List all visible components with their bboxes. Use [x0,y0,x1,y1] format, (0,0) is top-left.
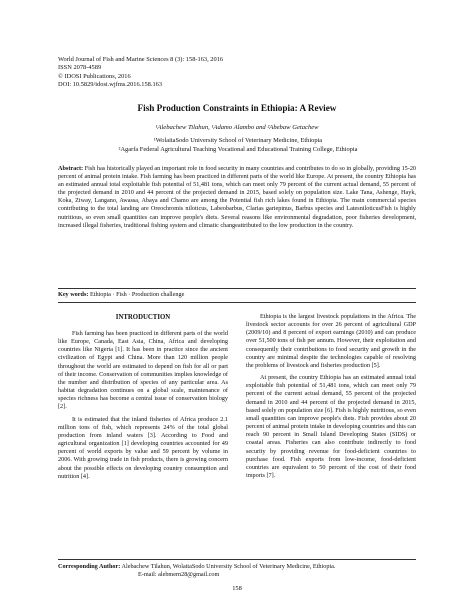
abstract [58,165,416,230]
right-paragraph-2: At present, the country Ethiopia has an estimated annual total exploitable fish potential of 51,481 tons, which can meet only 79 percent of the current actual demand, 55 percent of the projected demand in 2010 and 44 percent of the projected demand in 2015, based solely on population size [6]. Fish is highly nutritious, so even small quantities can improve people's diets. Fish provides about 20 percent of animal protein intake in developing countries and this can reach 90 percent in Small Island Developing States (SIDS) or coastal areas. Fisheries can also contribute indirectly to food security by providing revenue for food-deficient countries to purchase food. Fish exports from low-income, food-deficient countries are equivalent to 50 percent of the cost of their food imports [7]. [246,374,416,479]
keywords-top-rule [58,288,416,289]
affiliations [58,137,418,154]
journal-header [58,56,418,90]
corresponding-author-label: Corresponding Author: [58,563,121,570]
journal-citation: World Journal of Fish and Marine Sciences 8 (3): 158-163, 2016 [58,56,224,63]
corresponding-author-email[interactable]: E-mail: alebmern28@gmail.com [138,571,220,579]
abstract-text: Fish has historically played an important role in food security in many countries and contributes to do so in globally, providing 15-20 percent of animal protein intake. Fish farming has been practiced in different parts of the world like Europe. At present, the country Ethiopia has an estimated annual total exploitable fish potential of 51,481 tons, which can meet only 79 percent of the current actual demand, 55 percent of the projected demand in 2010 and 44 percent of the projected demand in 2015, based solely on population size. Lake Tana, Ashenge, Hayk, Koka, Ziway, Langano, Awassa, Abaya and Chamo are among the Potential fish rich lakes found in Ethiopia. The main commercial species contributing to the total landing are Oreochromis niloticus, Labeobarbus, Clarias gariepinus, Barbus species and LatesniloticusFish is highly nutritious, so even small quantities can improve people's diets. Several reasons like environmental degradation, poor fisheries development, increased illegal fisheries, traditional fishing system and climatic changeattributed to the low production in the country. [58,165,417,229]
paper-authors: ¹Alebachew Tilahun, ¹Adamo Alambo and ²Abebaw Getachew [155,124,319,131]
journal-issn: ISSN 2078-4589 [58,64,102,72]
journal-doi[interactable]: DOI: 10.5829/idosi.wjfms.2016.158.163 [58,81,163,89]
keywords [58,291,416,299]
keywords-text: Ethiopia · Fish · Production challenge [89,291,185,298]
corresponding-author-text: Alebachew Tilahun, WolaitaSodo University School of Veterinary Medicine, Ethiopia. [121,563,336,570]
corresponding-author [58,563,416,579]
journal-copyright: © IDOSI Publications, 2016 [58,72,131,80]
left-paragraph-2: It is estimated that the inland fisheries of Africa produce 2.1 million tons of fish, which represents 24% of the total global production from inland waters [3]. According to Food and agricultural organization [1] developing countries accounted for 49 percent of world exports by value and 59 percent by volume in 2006. With growing trade in fish products, there is growing concern about the possible effects on developing country consumption and nutrition [4]. [58,415,228,480]
abstract-label: Abstract: [58,165,84,172]
keywords-bottom-rule [58,302,416,303]
left-paragraph-1: Fish farming has been practiced in different parts of the world like Europe, Canada, East Asia, China, Africa and developing countries like Nigeria [1]. It has been in practice since the ancient civilization of Egypt and China. More than 120 million people throughout the world are estimated to depend on fish for all or part of their income. Conservation of communities implies knowledge of the number and distribution of species of any particular area. As habitat degradation continues on a global scale, maintenance of species richness has become a central issue of conservation biology [2]. [58,330,228,411]
footer-rule [58,559,416,560]
right-paragraph-1: Ethiopia is the largest livestock populations in the Africa. The livestock sector accounts for over 26 percent of agricultural GDP (2009/10) and 8 percent of export earnings (2010) and can produce over 51,500 tons of fish per annum. However, their exploitation and consequently their contributions to food security and growth in the country are minimal despite the technologies capable of resolving the problems of livestock and fisheries production [5]. [246,313,416,369]
right-column [246,313,416,480]
section-heading-introduction: INTRODUCTION [115,314,171,321]
paper-title: Fish Production Constraints in Ethiopia: A Review [137,103,337,113]
page-number: 158 [232,585,242,592]
affiliation-1: ¹WolaitaSodo University School of Veterinary Medicine, Ethiopia [153,137,323,144]
left-column [58,330,228,481]
keywords-label: Key words: [58,291,89,298]
affiliation-2: ²Agarfa Federal Agricultural Teaching Vocational and Educational Training College, Ethiopia [118,145,358,153]
